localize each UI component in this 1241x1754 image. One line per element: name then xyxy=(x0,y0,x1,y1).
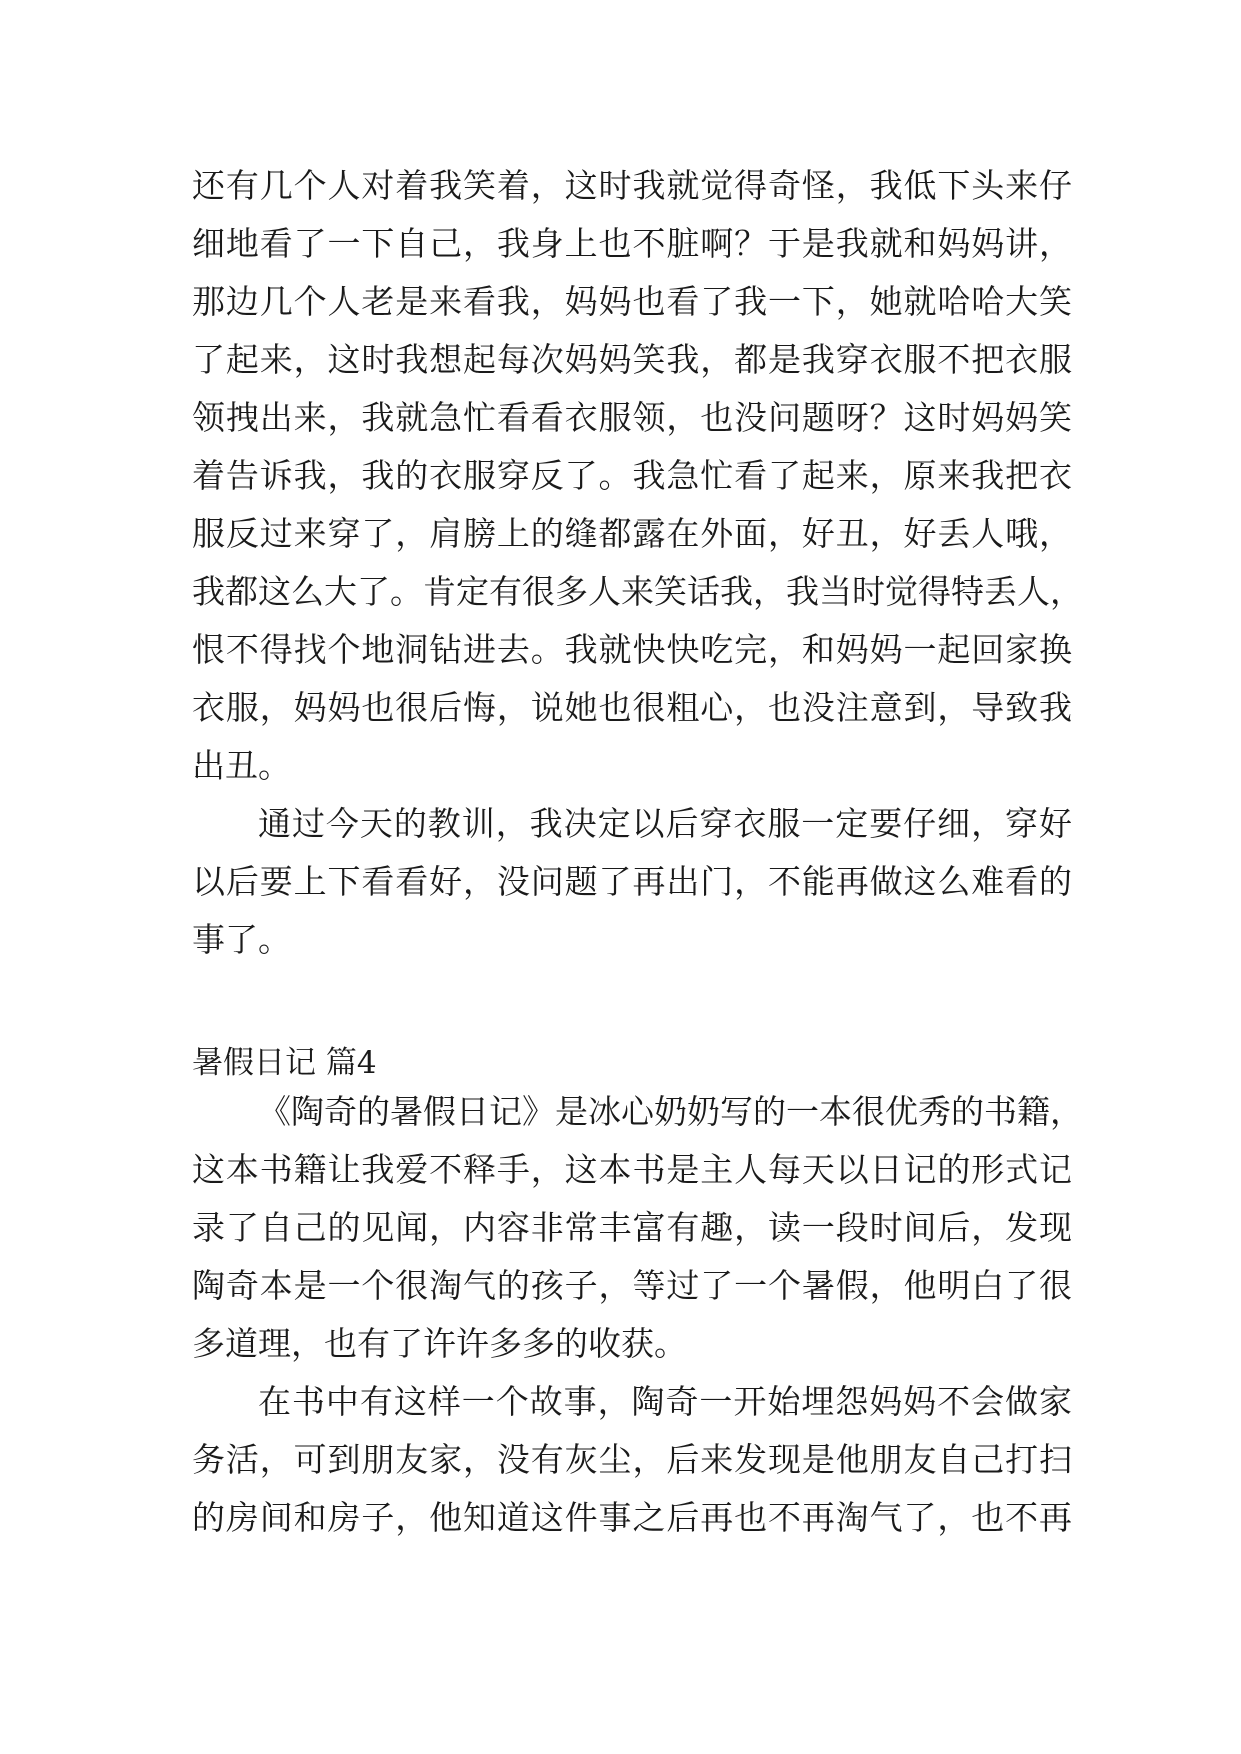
text-line: 以后要上下看看好，没问题了再出门，不能再做这么难看的 xyxy=(192,862,1072,901)
text-line: 《陶奇的暑假日记》是冰心奶奶写的一本很优秀的书籍， xyxy=(258,1092,1083,1131)
text-line: 着告诉我，我的衣服穿反了。我急忙看了起来，原来我把衣 xyxy=(192,456,1072,495)
body-text-bottom xyxy=(192,1083,1083,1547)
text-line: 了起来，这时我想起每次妈妈笑我，都是我穿衣服不把衣服 xyxy=(192,340,1072,379)
text-line: 我都这么大了。肯定有很多人来笑话我，我当时觉得特丢人， xyxy=(192,572,1083,611)
paragraph xyxy=(192,1373,1072,1547)
text-line: 务活，可到朋友家，没有灰尘，后来发现是他朋友自己打扫 xyxy=(192,1440,1072,1479)
text-line: 那边几个人老是来看我，妈妈也看了我一下，她就哈哈大笑 xyxy=(192,282,1072,321)
text-line: 的房间和房子，他知道这件事之后再也不再淘气了，也不再 xyxy=(192,1498,1072,1537)
text-line: 出丑。 xyxy=(192,746,291,785)
text-line: 录了自己的见闻，内容非常丰富有趣，读一段时间后，发现 xyxy=(192,1208,1072,1247)
text-line: 事了。 xyxy=(192,920,291,959)
text-line: 在书中有这样一个故事，陶奇一开始埋怨妈妈不会做家 xyxy=(258,1382,1072,1421)
text-line: 恨不得找个地洞钻进去。我就快快吃完，和妈妈一起回家换 xyxy=(192,630,1072,669)
paragraph xyxy=(192,157,1083,795)
text-line: 衣服，妈妈也很后悔，说她也很粗心，也没注意到，导致我 xyxy=(192,688,1072,727)
text-line: 多道理，也有了许许多多的收获。 xyxy=(192,1324,687,1363)
text-line: 细地看了一下自己，我身上也不脏啊？于是我就和妈妈讲， xyxy=(192,224,1072,263)
paragraph xyxy=(192,795,1072,969)
text-line: 服反过来穿了，肩膀上的缝都露在外面，好丑，好丢人哦， xyxy=(192,514,1072,553)
body-text-top xyxy=(192,157,1083,969)
text-line: 这本书籍让我爱不释手，这本书是主人每天以日记的形式记 xyxy=(192,1150,1072,1189)
text-line: 还有几个人对着我笑着，这时我就觉得奇怪，我低下头来仔 xyxy=(192,166,1072,205)
text-line: 陶奇本是一个很淘气的孩子，等过了一个暑假，他明白了很 xyxy=(192,1266,1072,1305)
section-heading: 暑假日记 篇4 xyxy=(192,1045,377,1081)
text-line: 领拽出来，我就急忙看看衣服领，也没问题呀？这时妈妈笑 xyxy=(192,398,1072,437)
text-line: 通过今天的教训，我决定以后穿衣服一定要仔细，穿好 xyxy=(258,804,1072,843)
paragraph xyxy=(192,1083,1083,1373)
